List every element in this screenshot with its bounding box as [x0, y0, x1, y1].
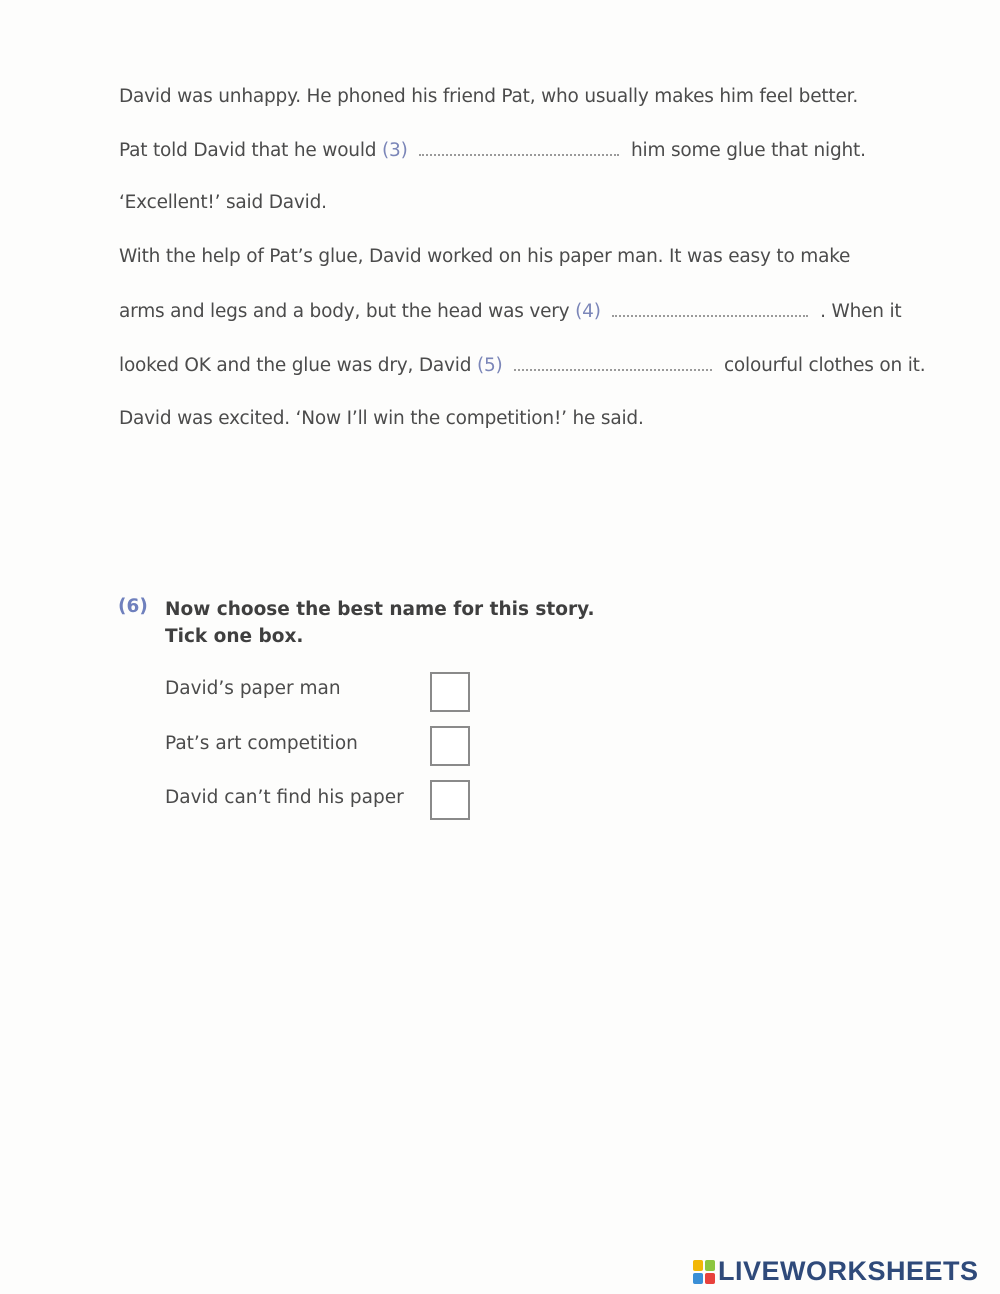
- tick-box-option-3[interactable]: [430, 780, 470, 820]
- logo-square-green: [705, 1260, 715, 1271]
- blank-number-4: (4): [575, 301, 601, 322]
- question-6-instruction: Tick one box.: [165, 626, 304, 647]
- question-6-title: [165, 596, 595, 650]
- logo-square-blue: [693, 1273, 703, 1284]
- story-line-5: [119, 301, 901, 322]
- liveworksheets-wordmark: LIVEWORKSHEETS: [718, 1256, 979, 1286]
- liveworksheets-logo: [693, 1256, 979, 1287]
- logo-square-yellow: [693, 1260, 703, 1271]
- answer-blank-3[interactable]: [419, 140, 619, 156]
- tick-box-option-1[interactable]: [430, 672, 470, 712]
- logo-square-red: [705, 1273, 715, 1284]
- story-line-2-start: Pat told David that he would: [119, 140, 377, 161]
- story-line-2: [119, 140, 866, 161]
- question-6-number: (6): [118, 596, 148, 617]
- story-line-3: ‘Excellent!’ said David.: [119, 192, 327, 213]
- tick-box-option-2[interactable]: [430, 726, 470, 766]
- story-line-6: [119, 355, 925, 376]
- answer-blank-5[interactable]: [514, 355, 712, 371]
- question-6-prompt: Now choose the best name for this story.: [165, 599, 595, 620]
- story-line-7: David was excited. ‘Now I’ll win the competition!’ he said.: [119, 408, 644, 429]
- story-line-1: David was unhappy. He phoned his friend Pat, who usually makes him feel better.: [119, 86, 859, 107]
- answer-blank-4[interactable]: [612, 301, 808, 317]
- story-line-6-start: looked OK and the glue was dry, David: [119, 355, 472, 376]
- story-line-5-start: arms and legs and a body, but the head was very: [119, 301, 570, 322]
- story-line-2-end: him some glue that night.: [631, 140, 866, 161]
- story-line-6-end: colourful clothes on it.: [723, 355, 926, 376]
- option-label-3: David can’t find his paper: [165, 787, 404, 808]
- liveworksheets-logo-icon: [693, 1260, 715, 1284]
- option-label-1: David’s paper man: [165, 678, 341, 699]
- blank-number-3: (3): [382, 140, 408, 161]
- story-line-5-end: . When it: [820, 301, 902, 322]
- story-line-4: With the help of Pat’s glue, David worked on his paper man. It was easy to make: [119, 246, 851, 267]
- blank-number-5: (5): [476, 355, 503, 376]
- option-label-2: Pat’s art competition: [165, 733, 358, 754]
